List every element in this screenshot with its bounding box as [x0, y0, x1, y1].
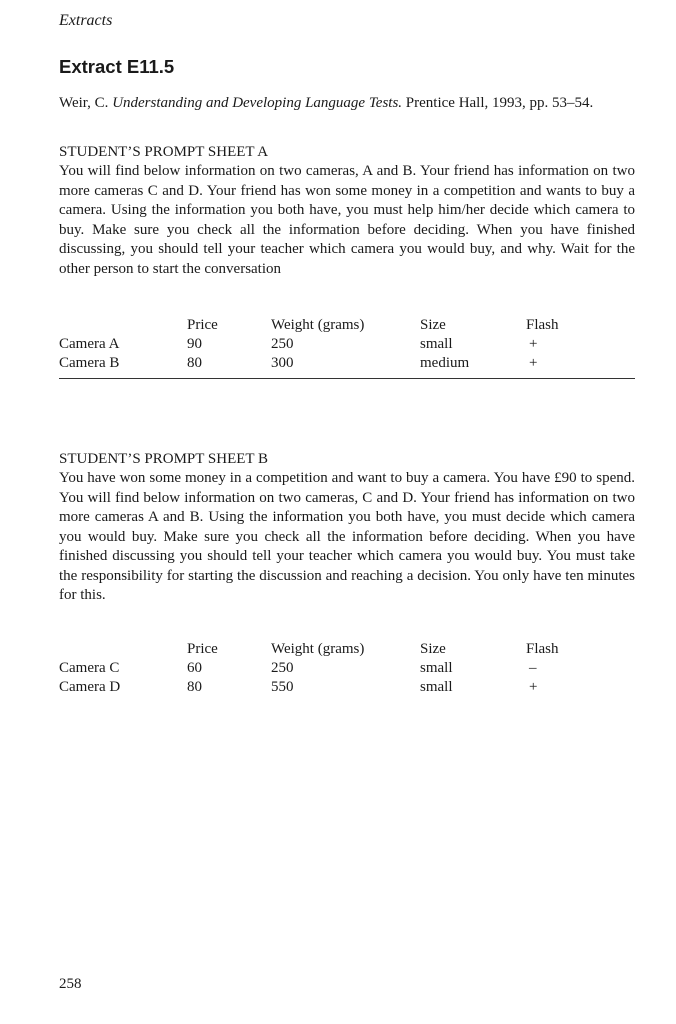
table-row — [59, 678, 635, 697]
header-price: Price — [187, 641, 218, 657]
camera-weight: 300 — [271, 355, 294, 371]
extract-title: Extract E11.5 — [59, 56, 175, 77]
camera-weight: 250 — [271, 660, 294, 676]
header-price: Price — [187, 317, 218, 333]
camera-size: medium — [420, 355, 470, 371]
camera-flash: + — [529, 336, 538, 352]
camera-name: Camera C — [59, 660, 120, 676]
table-row — [59, 335, 635, 354]
citation-publisher: Prentice Hall, 1993, pp. 53–54. — [402, 95, 594, 111]
table-header-row — [59, 316, 635, 335]
header-size: Size — [420, 641, 446, 657]
camera-flash: + — [529, 355, 538, 371]
sheet-b-heading: STUDENT’S PROMPT SHEET B — [59, 451, 269, 467]
camera-price: 80 — [187, 679, 202, 695]
citation-book-title: Understanding and Developing Language Tests. — [112, 95, 403, 111]
camera-size: small — [420, 336, 453, 352]
camera-weight: 550 — [271, 679, 294, 695]
sheet-a-body: You will find below information on two cameras, A and B. Your friend has information on two more cameras C and D. Your friend has won some money in a competition and wants to buy a camera. Using the information you both have, you must help him/her decide which camera to buy. Make sure you check all the information before deciding. When you have finished discussing, you should tell your teacher which camera you would buy, and why. Wait for the other person to start the conversation — [59, 163, 635, 277]
header-weight: Weight (grams) — [271, 317, 365, 333]
camera-weight: 250 — [271, 336, 294, 352]
sheet-a-heading: STUDENT’S PROMPT SHEET A — [59, 144, 269, 160]
camera-name: Camera D — [59, 679, 121, 695]
citation — [59, 94, 635, 113]
camera-flash: – — [529, 660, 537, 676]
citation-author: Weir, C. — [59, 95, 113, 111]
header-size: Size — [420, 317, 446, 333]
camera-name: Camera B — [59, 355, 120, 371]
table-row — [59, 354, 635, 373]
camera-price: 90 — [187, 336, 202, 352]
sheet-b-body: You have won some money in a competition and want to buy a camera. You have £90 to spend. You will find below information on two cameras, C and D. Your friend has information on two more cameras A and B. Using the information you both have, you must decide which camera you would buy. Make sure you check all the information before deciding. When you have finished discussing you should tell your teacher which camera you would buy. You must take the responsibility for starting the discussion and reaching a decision. You only have ten minutes for this. — [59, 470, 635, 603]
header-weight: Weight (grams) — [271, 641, 365, 657]
running-head: Extracts — [59, 12, 113, 29]
table-header-row — [59, 640, 635, 659]
page-number: 258 — [59, 976, 82, 992]
camera-flash: + — [529, 679, 538, 695]
header-flash: Flash — [526, 317, 559, 333]
camera-name: Camera A — [59, 336, 120, 352]
camera-price: 80 — [187, 355, 202, 371]
header-flash: Flash — [526, 641, 559, 657]
camera-price: 60 — [187, 660, 202, 676]
sheet-b-table — [59, 640, 635, 697]
camera-size: small — [420, 660, 453, 676]
camera-size: small — [420, 679, 453, 695]
table-row — [59, 659, 635, 678]
sheet-a-table — [59, 316, 635, 373]
section-divider — [59, 378, 635, 379]
